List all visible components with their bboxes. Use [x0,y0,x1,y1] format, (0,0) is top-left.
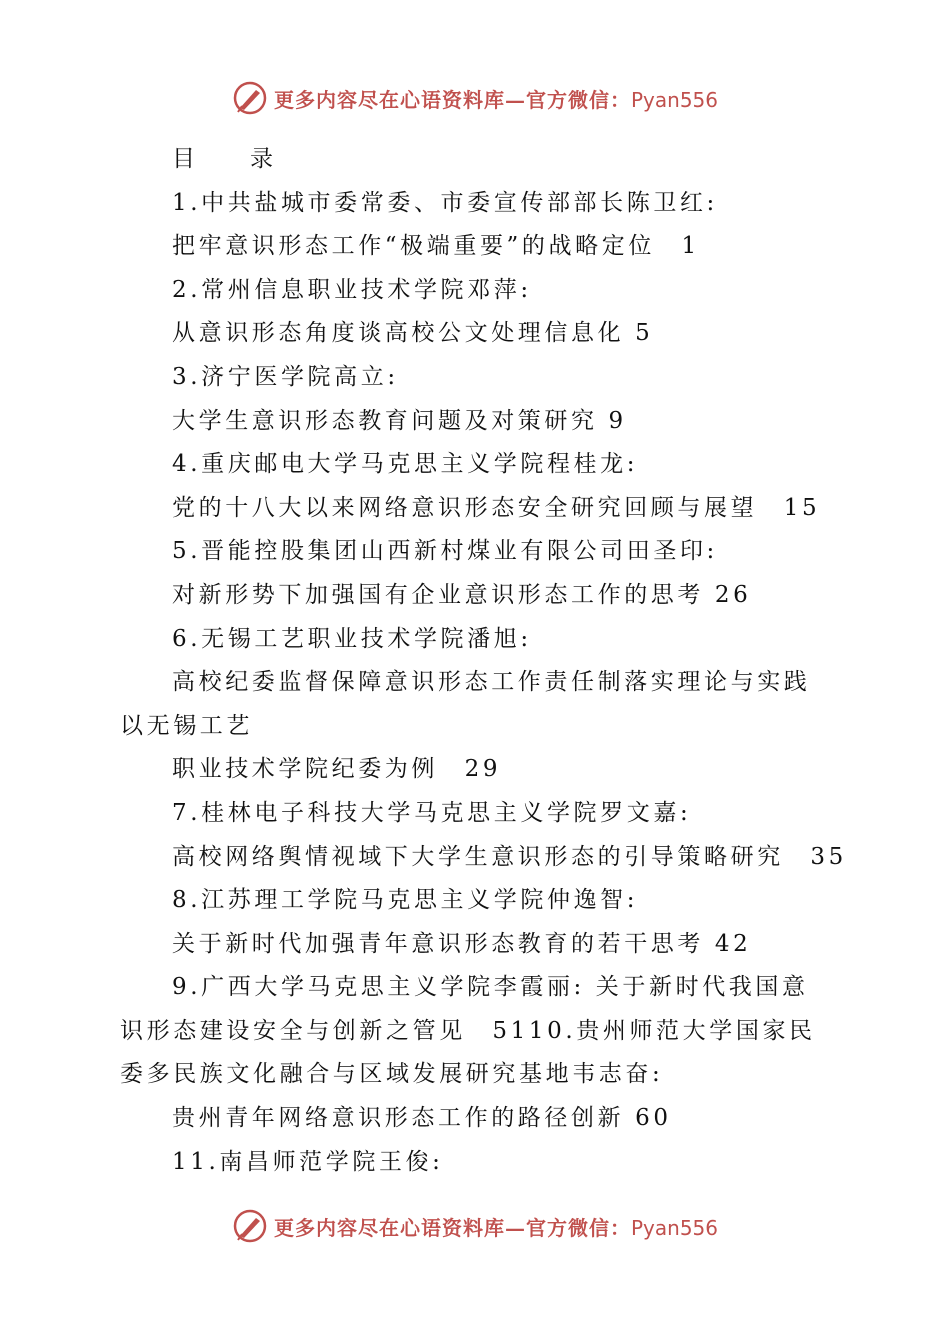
toc-entry-title: 关于新时代加强青年意识形态教育的若干思考 42 [172,930,752,957]
toc-entry-author: 6.无锡工艺职业技术学院潘旭: [172,625,532,652]
toc-entry-title: 高校纪委监督保障意识形态工作责任制落实理论与实践以无锡工艺 [120,669,811,739]
table-of-contents [120,138,847,1184]
toc-entry-title: 党的十八大以来网络意识形态安全研究回顾与展望 15 [172,494,821,521]
toc-entry-author: 7.桂林电子科技大学马克思主义学院罗文嘉: [172,799,692,826]
toc-entry-title: 从意识形态角度谈高校公文处理信息化 5 [172,320,654,347]
watermark-header [0,80,950,116]
watermark-text: 更多内容尽在心语资料库—官方微信：Pyan556 [273,1215,718,1240]
watermark-id: Pyan556 [630,87,718,112]
toc-entry-author: 1.中共盐城市委常委、市委宣传部部长陈卫红: [172,189,718,216]
toc-entry-author: 4.重庆邮电大学马克思主义学院程桂龙: [172,451,639,478]
watermark-id: Pyan556 [630,1215,718,1240]
toc-entry-merged: 9.广西大学马克思主义学院李霞丽: 关于新时代我国意识形态建设安全与创新之管见 5110.贵州师范大学国家民委多民族文化融合与区域发展研究基地韦志奋: [120,974,816,1088]
pen-logo-icon [232,80,268,116]
pen-logo-icon [232,1208,268,1244]
toc-entry-title: 把牢意识形态工作“极端重要”的战略定位 1 [172,233,700,260]
toc-entry-title-cont: 职业技术学院纪委为例 29 [172,756,502,783]
watermark-footer [0,1208,950,1244]
toc-entry-author: 2.常州信息职业技术学院邓萍: [172,276,532,303]
toc-entry-title: 大学生意识形态教育问题及对策研究 9 [172,407,627,434]
toc-title: 目 录 [172,146,289,172]
toc-entry-author: 5.晋能控股集团山西新村煤业有限公司田圣印: [172,538,718,565]
toc-entry-author: 8.江苏理工学院马克思主义学院仲逸智: [172,887,639,914]
watermark-text: 更多内容尽在心语资料库—官方微信：Pyan556 [273,87,718,112]
toc-entry-title: 对新形势下加强国有企业意识形态工作的思考 26 [172,581,752,608]
toc-entry-author: 11.南昌师范学院王俊: [172,1148,444,1175]
toc-entry-author: 3.济宁医学院高立: [172,363,399,390]
toc-entry-title: 高校网络舆情视域下大学生意识形态的引导策略研究 35 [172,843,847,870]
toc-entry-title: 贵州青年网络意识形态工作的路径创新 60 [172,1105,672,1132]
